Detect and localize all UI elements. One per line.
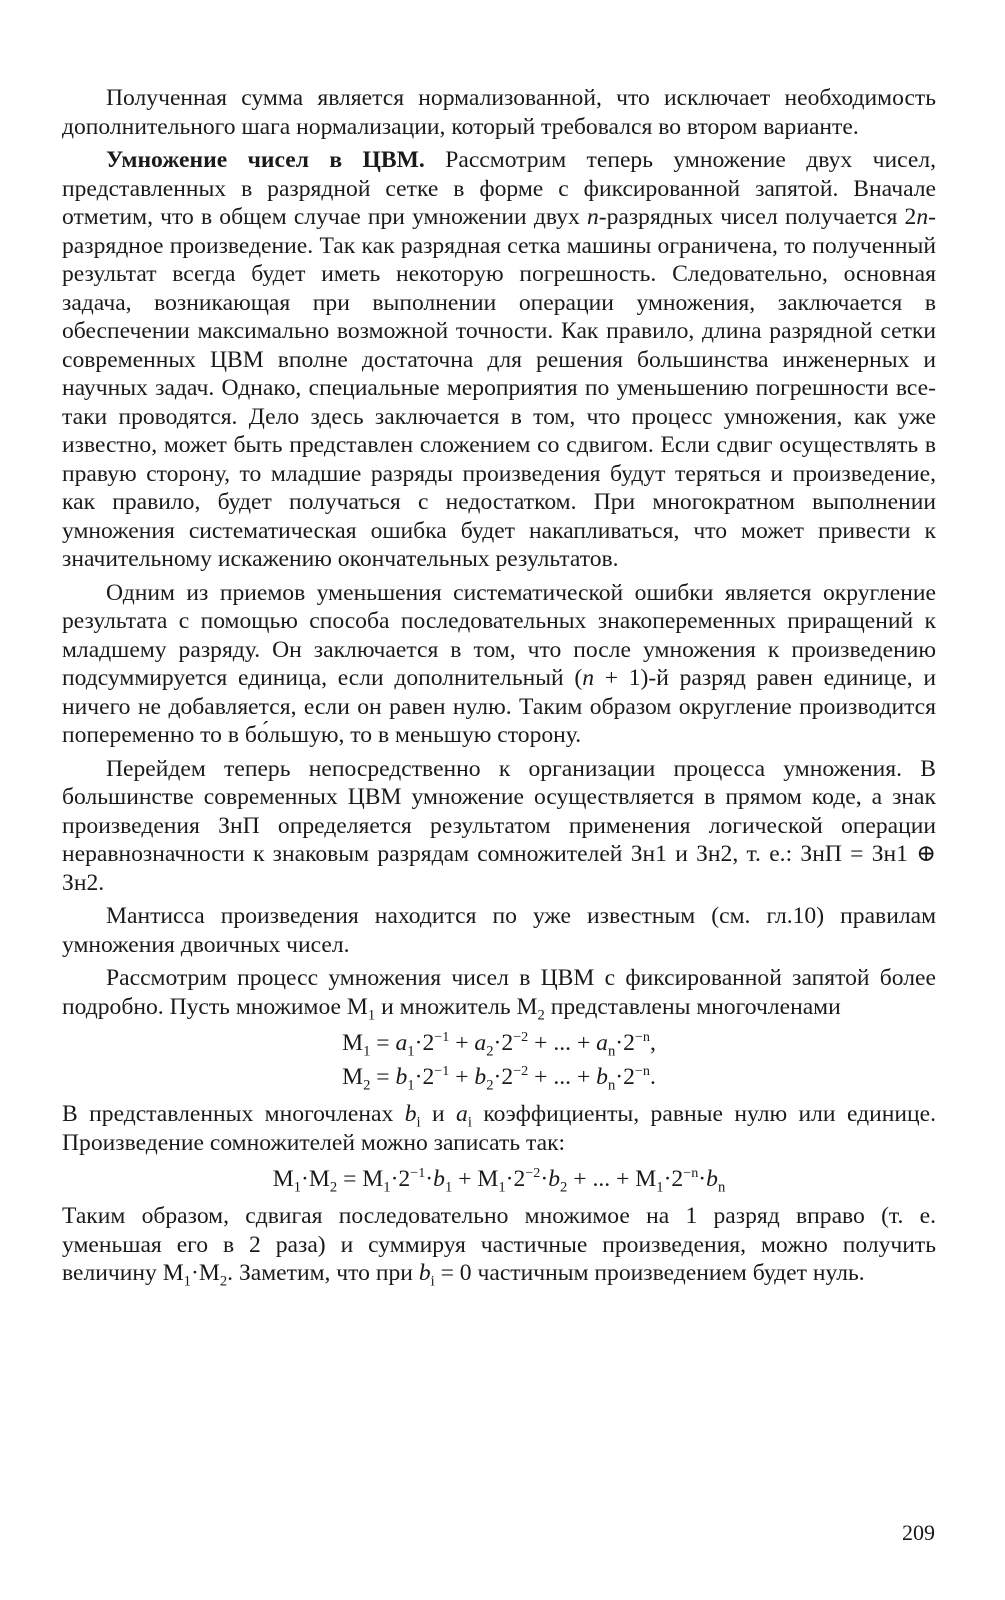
f3-sub: 1 — [498, 1179, 506, 1196]
plus-sign: + — [616, 1166, 636, 1192]
f2-coef-sub: n — [607, 1077, 616, 1094]
plus-sign: + — [449, 1064, 475, 1090]
dot-two: ·2 — [615, 1030, 635, 1056]
equals-sign: = — [370, 1064, 396, 1090]
dot-two: ·2 — [414, 1030, 435, 1056]
section-heading: Умножение чисел в ЦВМ. — [106, 147, 425, 173]
exponent: −n — [683, 1165, 699, 1182]
f3-m: M — [635, 1166, 657, 1192]
paragraph-2-text-a: Рассмотрим теперь умножение двух чисел, представленных в разрядной сетке в форме с фиксированной запятой. Вначале отметим, что в общем случае при умножении двух — [62, 147, 937, 230]
plus-sign: + — [449, 1030, 475, 1056]
dot-two: ·2 — [414, 1064, 435, 1090]
var-b: b — [404, 1101, 417, 1127]
f1-coef-sub: 2 — [486, 1043, 494, 1060]
paragraph-1-text: Полученная сумма является нормализованной, что исключает необходимость дополнительного шага нормализации, который требовался во втором варианте. — [62, 85, 936, 140]
exponent: −1 — [434, 1029, 450, 1046]
exponent: −n — [634, 1029, 650, 1046]
dot-two: ·2 — [390, 1166, 411, 1192]
ellipsis: ... — [592, 1166, 617, 1192]
ellipsis: ... — [553, 1030, 577, 1056]
f2-coef-sub: 2 — [486, 1077, 494, 1094]
paragraph-4-text: Перейдем теперь непосредственно к организации процесса умножения. В большинстве современных ЦВМ умножение осуществляется в прямом коде, а знак произведения ЗнП определяется результатом применения логической операции неравнозначности к знаковым разрядам сомножителей Зн1 и Зн2, т. е.: ЗнП = Зн1 ⊕ Зн2. — [62, 755, 936, 896]
f2-coef-sub: 1 — [407, 1077, 415, 1094]
var-a: a — [456, 1101, 468, 1127]
f1-lhs: M — [342, 1030, 364, 1056]
plus-sign: + — [528, 1064, 554, 1090]
exponent: −1 — [410, 1165, 426, 1182]
exponent: −2 — [525, 1165, 541, 1182]
ellipsis: ... — [553, 1064, 577, 1090]
equals-sign: = — [337, 1166, 363, 1192]
f2-coef: b — [474, 1064, 487, 1090]
var-n: n — [582, 665, 595, 691]
var-n: n — [916, 204, 929, 230]
exponent: −n — [634, 1063, 650, 1080]
paragraph-7-text-b: коэффициенты, равные нулю или единице. Произведение сомножителей можно записать так: — [62, 1101, 936, 1156]
punctuation: . — [650, 1064, 656, 1090]
paragraph-6-text-b: и множитель М — [375, 993, 538, 1020]
dot-two: ·2 — [663, 1166, 684, 1192]
dot-two: ·2 — [493, 1030, 514, 1056]
paragraph-3-text-a: Одним из приемов уменьшения систематической ошибки является округление результата с помощью способа последовательных знакопеременных приращений к младшему разряду. Он заключается в том, что после умножения к произведению подсуммируется единица, если дополнительный ( — [62, 579, 936, 691]
f3-sub: 1 — [656, 1179, 664, 1196]
exponent: −1 — [434, 1063, 450, 1080]
f3-m: M — [272, 1166, 294, 1192]
f1-coef: a — [395, 1030, 408, 1056]
plus-sign: + — [528, 1030, 554, 1056]
conjunction: и — [420, 1101, 457, 1127]
dot-two: ·2 — [493, 1064, 514, 1090]
paragraph-3 — [62, 579, 936, 750]
paragraph-6-text-c: представлены многочленами — [544, 993, 841, 1020]
punctuation: , — [650, 1030, 656, 1056]
subscript: i — [467, 1114, 472, 1131]
f3-b: b — [548, 1166, 561, 1192]
f2-lhs-sub: 2 — [363, 1077, 371, 1094]
var-n: n — [586, 204, 599, 230]
f2-lhs: M — [342, 1064, 364, 1090]
paragraph-6 — [62, 964, 936, 1024]
f3-m: M — [308, 1166, 330, 1192]
exponent: −2 — [513, 1029, 529, 1046]
paragraph-7 — [62, 1100, 936, 1157]
f3-dot: · — [540, 1166, 549, 1192]
subscript: 1 — [367, 1007, 376, 1024]
f3-b: b — [706, 1166, 718, 1192]
subscript: i — [430, 1273, 435, 1290]
f1-lhs-sub: 1 — [363, 1043, 371, 1060]
f3-sub: n — [717, 1179, 726, 1196]
subscript: i — [416, 1114, 421, 1131]
subscript: 2 — [537, 1007, 545, 1024]
paragraph-8-text-a: Таким образом, сдвигая последовательно множимое на 1 разряд вправо (т. е. уменьшая его в 2 раза) и суммируя частичные произведения, можно получить величину М — [62, 1203, 936, 1286]
plus-sign: + — [576, 1064, 597, 1090]
f3-dot: · — [301, 1166, 309, 1192]
f1-coef: a — [596, 1030, 608, 1056]
paragraph-1 — [62, 84, 936, 141]
body-text — [62, 84, 936, 1293]
f3-sub: 1 — [383, 1179, 391, 1196]
f1-coef-sub: n — [607, 1043, 616, 1060]
subscript: 1 — [183, 1273, 191, 1290]
page-number: 209 — [902, 1520, 935, 1545]
paragraph-2-text-b: -разрядных чисел получается 2 — [598, 204, 917, 230]
f3-sub: 1 — [293, 1179, 302, 1196]
f3-m: M — [477, 1166, 499, 1192]
paragraph-5 — [62, 902, 936, 959]
plus-sign: + — [567, 1166, 593, 1192]
paragraph-6-text-a: Рассмотрим процесс умножения чисел в ЦВМ с фиксированной запятой более подробно. Пусть множимое М — [62, 965, 936, 1020]
formula-m1 — [62, 1026, 936, 1094]
paragraph-5-text: Мантисса произведения находится по уже известным (см. гл.10) правилам умножения двоичных чисел. — [62, 903, 936, 958]
f1-coef: a — [474, 1030, 487, 1056]
paragraph-7-text-a: В представленных многочленах — [62, 1101, 405, 1127]
f3-b: b — [433, 1166, 445, 1192]
exponent: −2 — [513, 1063, 529, 1080]
paragraph-4 — [62, 755, 936, 898]
plus-sign: + — [576, 1030, 597, 1056]
f1-coef-sub: 1 — [407, 1043, 415, 1060]
f3-dot: · — [425, 1166, 434, 1192]
f2-coef: b — [596, 1064, 608, 1090]
subscript: 2 — [219, 1273, 228, 1290]
paragraph-2-text-c: -разрядное произведение. Так как разрядная сетка машины ограничена, то полученный результат всегда будет иметь некоторую погрешность. Следовательно, основная задача, возникающая при выполнении операции умножения, заключается в обеспечении максимально возможной точности. Как правило, длина разрядной сетки современных ЦВМ вполне достаточна для решения большинства инженерных и научных задач. Однако, специальные мероприятия по уменьшению погрешности все-таки проводятся. Дело здесь заключается в том, что процесс умножения, как уже известно, может быть представлен сложением со сдвигом. Если сдвиг осуществлять в правую сторону, то младшие разряды произведения будут теряться и произведение, как правило, будет получаться с недостатком. При многократном выполнении умножения систематическая ошибка будет накапливаться, что может привести к значительному искажению окончательных результатов. — [62, 204, 936, 572]
f3-sub: 2 — [560, 1179, 568, 1196]
formula-product — [62, 1162, 936, 1196]
f3-sub: 1 — [444, 1179, 453, 1196]
equals-sign: = — [370, 1030, 396, 1056]
dot-two: ·2 — [505, 1166, 526, 1192]
f3-sub: 2 — [329, 1179, 338, 1196]
f2-coef: b — [395, 1064, 408, 1090]
f3-dot: · — [698, 1166, 707, 1192]
product-dot: ·М — [190, 1260, 220, 1286]
paragraph-3-text-b: + 1)-й разряд равен единице, и ничего не добавляется, если он равен нулю. Таким образом округление производится попеременно то в бо́льшую, то в меньшую сторону. — [62, 665, 936, 748]
paragraph-8-text-b: . Заметим, что при — [227, 1260, 419, 1286]
paragraph-2 — [62, 146, 936, 574]
dot-two: ·2 — [615, 1064, 635, 1090]
plus-sign: + — [452, 1166, 478, 1192]
paragraph-8-text-c: = 0 частичным произведением будет нуль. — [434, 1260, 865, 1286]
var-b: b — [418, 1260, 431, 1286]
f3-m: M — [362, 1166, 384, 1192]
paragraph-8 — [62, 1202, 936, 1288]
